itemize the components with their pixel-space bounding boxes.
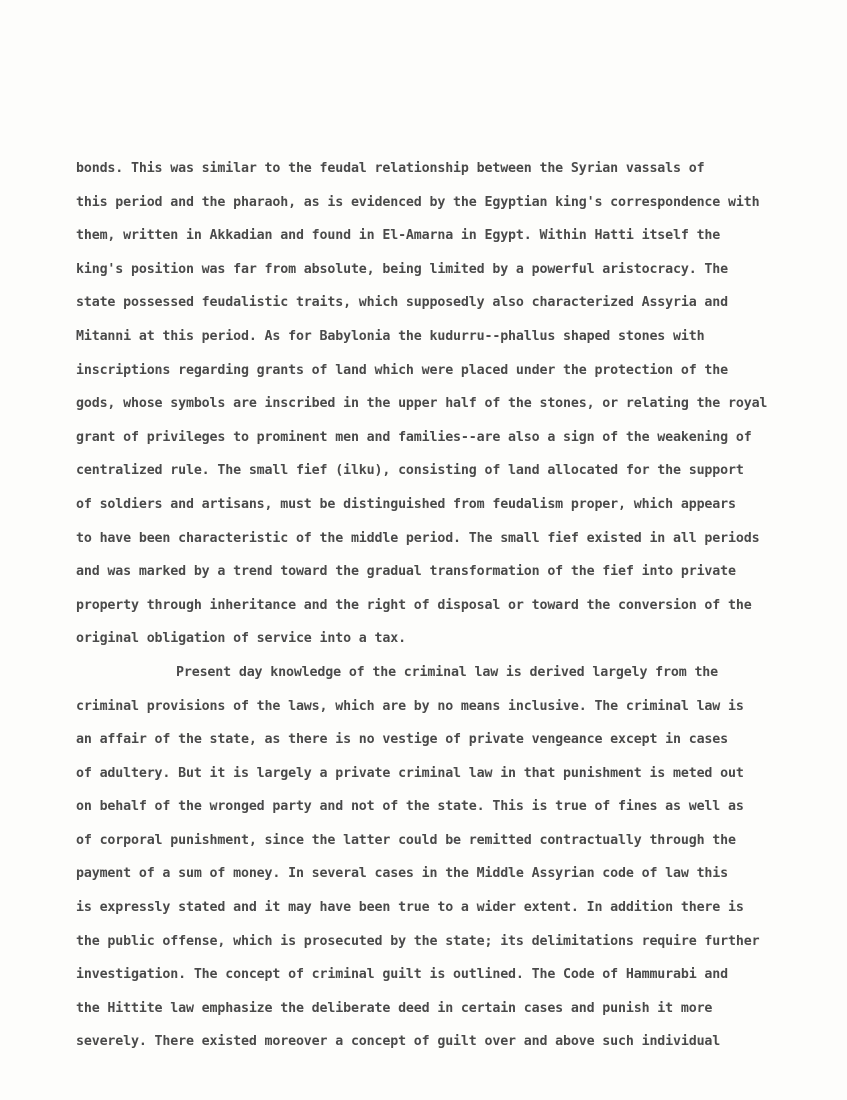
text-line: king's position was far from absolute, being limited by a powerful aristocracy. The [76,261,728,277]
text-line: grant of privileges to prominent men and families--are also a sign of the weakening of [76,429,752,445]
text-line: inscriptions regarding grants of land which were placed under the protection of the [76,362,728,378]
text-line: bonds. This was similar to the feudal relationship between the Syrian vassals of [76,161,705,176]
text-line: on behalf of the wronged party and not of the state. This is true of fines as well as [76,799,744,815]
text-line: is expressly stated and it may have been true to a wider extent. In addition there is [76,900,744,916]
text-line: criminal provisions of the laws, which are by no means inclusive. The criminal law is [76,698,744,714]
text-line: original obligation of service into a tax. [76,631,406,647]
text-line: Mitanni at this period. As for Babylonia the kudurru--phallus shaped stones with [76,328,705,344]
paragraph-criminal-law [76,656,826,1059]
text-line: Present day knowledge of the criminal law is derived largely from the [176,664,719,680]
text-line: and was marked by a trend toward the gradual transformation of the fief into private [76,564,736,580]
text-line: the Hittite law emphasize the deliberate deed in certain cases and punish it more [76,1000,713,1016]
text-line: the public offense, which is prosecuted by the state; its delimitations require further [76,933,760,949]
text-line: of corporal punishment, since the latter could be remitted contractually through the [76,832,736,848]
text-line: investigation. The concept of criminal guilt is outlined. The Code of Hammurabi and [76,967,728,983]
text-line: them, written in Akkadian and found in El-Amarna in Egypt. Within Hatti itself the [76,228,721,244]
text-line: centralized rule. The small fief (ilku), consisting of land allocated for the support [76,463,744,479]
text-line: payment of a sum of money. In several cases in the Middle Assyrian code of law this [76,866,728,882]
text-line: of soldiers and artisans, must be distinguished from feudalism proper, which appears [76,496,736,512]
page-body [76,152,826,1059]
text-line: an affair of the state, as there is no vestige of private vengeance except in cases [76,732,728,748]
paragraph-feudalism [76,152,826,656]
text-line: property through inheritance and the right of disposal or toward the conversion of the [76,597,752,613]
text-line: state possessed feudalistic traits, which supposedly also characterized Assyria and [76,295,728,311]
text-line: to have been characteristic of the middle period. The small fief existed in all periods [76,530,760,546]
text-line: gods, whose symbols are inscribed in the upper half of the stones, or relating the royal [76,396,768,412]
text-line: severely. There existed moreover a concept of guilt over and above such individual [76,1034,721,1050]
text-line: this period and the pharaoh, as is evidenced by the Egyptian king's correspondence with [76,194,760,210]
text-line: of adultery. But it is largely a private criminal law in that punishment is meted out [76,765,744,781]
